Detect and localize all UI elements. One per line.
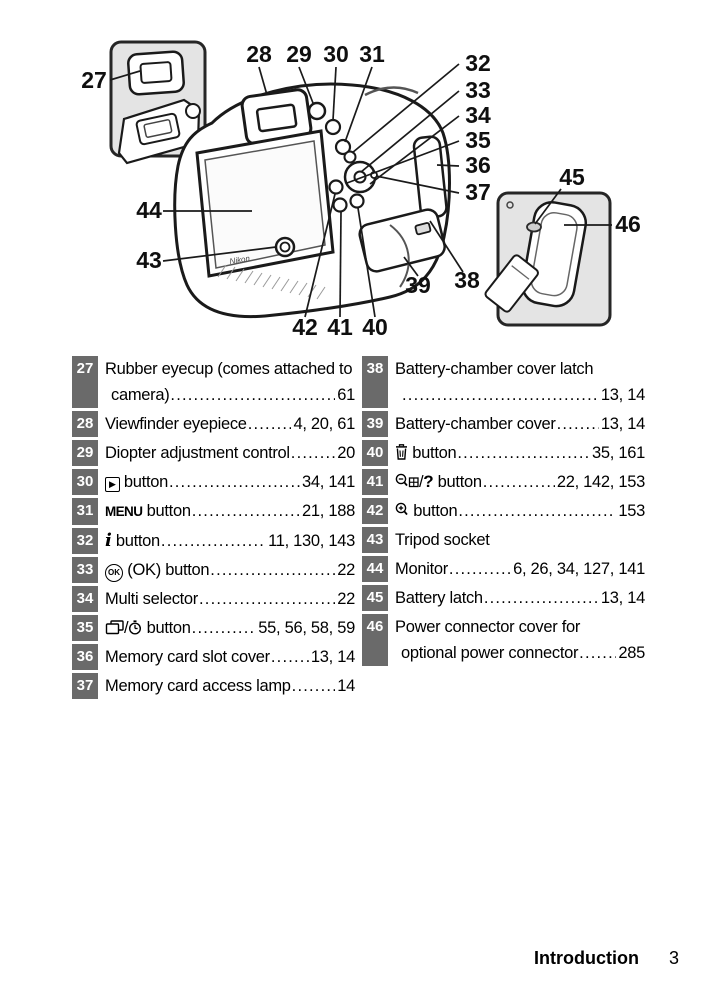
- part-entry-body: [388, 498, 645, 524]
- entry-line: [395, 640, 645, 666]
- entry-text: Battery latch: [395, 589, 483, 607]
- dot-leader: [170, 382, 335, 408]
- entry-line: [395, 411, 645, 437]
- entry-text: button: [119, 473, 168, 491]
- part-entry-35: [72, 615, 355, 641]
- entry-text: Monitor: [395, 560, 448, 578]
- entry-line: [105, 382, 355, 408]
- entry-line: [395, 356, 645, 382]
- zoom-in-button-art: [330, 181, 343, 194]
- page-refs: 6, 26, 34, 127, 141: [513, 560, 645, 578]
- callout-31: 31: [359, 41, 385, 67]
- part-entry-body: [98, 498, 355, 525]
- part-number-badge: 40: [362, 440, 388, 466]
- part-entry-37: [72, 673, 355, 699]
- part-entry-body: [388, 411, 645, 437]
- part-number-badge: 46: [362, 614, 388, 666]
- dot-leader: [557, 411, 599, 437]
- entry-text: Rubber eyecup (comes attached to: [105, 360, 353, 378]
- callout-41: 41: [327, 314, 353, 340]
- camera-rear-diagram: [0, 25, 709, 350]
- page-footer: [534, 948, 679, 969]
- zoom-out-button-art: [334, 199, 347, 212]
- footer-page-number: 3: [668, 948, 679, 968]
- page-refs: 13, 14: [310, 648, 355, 666]
- entry-line: [105, 411, 355, 437]
- callout-40: 40: [362, 314, 388, 340]
- part-entry-body: [98, 528, 355, 554]
- entry-line: [395, 585, 645, 611]
- zoom-in-icon: [395, 498, 409, 524]
- part-entry-27: [72, 356, 355, 408]
- battery-latch-art: [527, 223, 541, 232]
- part-entry-body: [98, 411, 355, 437]
- part-entry-body: [388, 440, 645, 466]
- part-entry-body: [98, 673, 355, 699]
- callout-30: 30: [323, 41, 349, 67]
- page-refs: 4, 20, 61: [293, 415, 355, 433]
- part-entry-body: [388, 556, 645, 582]
- parts-list: [72, 356, 648, 702]
- page-refs: 13, 14: [600, 386, 645, 404]
- page-refs: 21, 188: [302, 502, 355, 520]
- part-number-badge: 41: [362, 469, 388, 495]
- callout-27: 27: [81, 67, 107, 93]
- self-timer-icon: [128, 615, 142, 641]
- dot-leader: [199, 586, 335, 612]
- entry-line: [105, 469, 355, 495]
- callout-43: 43: [136, 247, 162, 273]
- page-refs: 153: [618, 502, 645, 520]
- callout-39: 39: [405, 272, 431, 298]
- page-refs: 61: [337, 386, 355, 404]
- page-refs: 20: [337, 444, 355, 462]
- part-number-badge: 34: [72, 586, 98, 612]
- entry-text: Battery-chamber cover: [395, 415, 556, 433]
- page-refs: 11, 130, 143: [268, 532, 355, 550]
- part-number-badge: 31: [72, 498, 98, 525]
- callout-29: 29: [286, 41, 312, 67]
- part-entry-43: [362, 527, 645, 553]
- part-entry-body: [388, 585, 645, 611]
- entry-text: Memory card slot cover: [105, 648, 270, 666]
- entry-line: [105, 498, 355, 525]
- entry-text: button: [111, 532, 160, 550]
- callout-44: 44: [136, 197, 162, 223]
- part-entry-41: [362, 469, 645, 495]
- playback-button-art: [326, 120, 340, 134]
- entry-line: [395, 498, 645, 524]
- part-number-badge: 37: [72, 673, 98, 699]
- entry-line: [105, 673, 355, 699]
- part-number-badge: 33: [72, 557, 98, 583]
- entry-line: [395, 382, 645, 408]
- entry-line: [395, 440, 645, 466]
- part-number-badge: 44: [362, 556, 388, 582]
- part-entry-34: [72, 586, 355, 612]
- part-number-badge: 39: [362, 411, 388, 437]
- callout-42: 42: [292, 314, 318, 340]
- part-entry-30: [72, 469, 355, 495]
- dot-leader: [484, 585, 599, 611]
- part-number-badge: 29: [72, 440, 98, 466]
- part-entry-40: [362, 440, 645, 466]
- playback-icon: ▶: [105, 477, 120, 492]
- callout-46: 46: [615, 211, 641, 237]
- page-refs: 22, 142, 153: [556, 473, 645, 491]
- help-icon: ?: [423, 472, 434, 491]
- part-entry-29: [72, 440, 355, 466]
- menu-icon: MENU: [105, 504, 143, 519]
- entry-line: [105, 644, 355, 670]
- part-number-badge: 27: [72, 356, 98, 408]
- dot-leader: [402, 382, 599, 408]
- entry-text: Multi selector: [105, 590, 198, 608]
- page-refs: 14: [337, 677, 355, 695]
- page-refs: 13, 14: [600, 415, 645, 433]
- part-entry-body: [388, 356, 645, 408]
- part-number-badge: 43: [362, 527, 388, 553]
- dot-leader: [271, 644, 309, 670]
- part-number-badge: 38: [362, 356, 388, 408]
- callout-45: 45: [559, 164, 585, 190]
- entry-line: [105, 440, 355, 466]
- page-refs: 35, 161: [592, 444, 645, 462]
- part-entry-body: [98, 440, 355, 466]
- part-number-badge: 35: [72, 615, 98, 641]
- part-entry-body: [98, 557, 355, 583]
- callout-33: 33: [465, 77, 491, 103]
- entry-text: Power connector cover for: [395, 618, 581, 636]
- part-number-badge: 28: [72, 411, 98, 437]
- callout-37: 37: [465, 179, 491, 205]
- part-entry-body: [98, 356, 355, 408]
- page-refs: 285: [618, 644, 645, 662]
- dot-leader: [248, 411, 292, 437]
- dot-leader: [161, 528, 266, 554]
- callout-32: 32: [465, 50, 491, 76]
- dot-leader: [449, 556, 511, 582]
- info-button-art: [345, 152, 356, 163]
- delete-button-art: [351, 195, 364, 208]
- entry-text: optional power connector: [401, 644, 579, 662]
- part-entry-33: [72, 557, 355, 583]
- dot-leader: [291, 440, 335, 466]
- entry-line: [395, 469, 645, 495]
- callout-35: 35: [465, 127, 491, 153]
- trash-icon: [395, 440, 408, 466]
- page-refs: 22: [337, 561, 355, 579]
- dot-leader: [210, 557, 335, 583]
- entry-text: /: [419, 473, 424, 491]
- entry-line: [395, 614, 645, 640]
- diopter-control-art: [309, 103, 325, 119]
- part-entry-32: [72, 528, 355, 554]
- part-entry-body: [98, 586, 355, 612]
- entry-line: [105, 528, 355, 554]
- part-entry-body: [388, 614, 645, 666]
- entry-text: button: [142, 619, 191, 637]
- footer-section-title: Introduction: [534, 948, 639, 968]
- dot-leader: [292, 673, 336, 699]
- entry-text: button: [433, 473, 482, 491]
- part-entry-36: [72, 644, 355, 670]
- part-number-badge: 36: [72, 644, 98, 670]
- callout-28: 28: [246, 41, 272, 67]
- page-refs: 55, 56, 58, 59: [258, 619, 355, 637]
- parts-list-column-left: [72, 356, 355, 702]
- ok-icon: OK: [105, 564, 123, 582]
- dot-leader: [579, 640, 616, 666]
- page-refs: 13, 14: [600, 589, 645, 607]
- entry-text: Memory card access lamp: [105, 677, 291, 695]
- entry-text: Tripod socket: [395, 531, 490, 549]
- page-refs: 34, 141: [302, 473, 355, 491]
- part-number-badge: 45: [362, 585, 388, 611]
- entry-text: camera): [111, 386, 170, 404]
- dot-leader: [483, 469, 555, 495]
- battery-inset: [484, 193, 610, 325]
- entry-text: button: [142, 502, 191, 520]
- thumbnail-zoom-out-icon: [395, 469, 419, 495]
- entry-line: [105, 586, 355, 612]
- entry-text: /: [124, 619, 129, 637]
- monitor-logo: Nikon: [228, 253, 251, 266]
- part-entry-body: [388, 527, 645, 553]
- part-entry-body: [98, 644, 355, 670]
- entry-line: [105, 356, 355, 382]
- dot-leader: [458, 498, 616, 524]
- burst-icon: [105, 615, 124, 641]
- part-entry-28: [72, 411, 355, 437]
- part-number-badge: 42: [362, 498, 388, 524]
- entry-text: Viewfinder eyepiece: [105, 415, 247, 433]
- part-entry-46: [362, 614, 645, 666]
- part-entry-45: [362, 585, 645, 611]
- dot-leader: [169, 469, 300, 495]
- entry-text: button: [408, 444, 457, 462]
- part-entry-body: [98, 615, 355, 641]
- callout-38: 38: [454, 267, 480, 293]
- callout-36: 36: [465, 152, 491, 178]
- entry-line: [395, 556, 645, 582]
- callout-34: 34: [465, 102, 491, 128]
- entry-line: [105, 557, 355, 583]
- part-entry-42: [362, 498, 645, 524]
- info-icon: i: [105, 530, 112, 551]
- part-number-badge: 30: [72, 469, 98, 495]
- part-entry-body: [388, 469, 645, 495]
- entry-line: [395, 527, 645, 553]
- part-entry-31: [72, 498, 355, 525]
- entry-text: (OK) button: [123, 561, 210, 579]
- page-refs: 22: [337, 590, 355, 608]
- part-entry-39: [362, 411, 645, 437]
- entry-text: Diopter adjustment control: [105, 444, 290, 462]
- part-entry-body: [98, 469, 355, 495]
- entry-text: button: [409, 502, 458, 520]
- entry-line: [105, 615, 355, 641]
- part-entry-44: [362, 556, 645, 582]
- dot-leader: [192, 498, 300, 524]
- part-entry-38: [362, 356, 645, 408]
- part-number-badge: 32: [72, 528, 98, 554]
- entry-text: Battery-chamber cover latch: [395, 360, 594, 378]
- dot-leader: [192, 615, 257, 641]
- parts-list-column-right: [362, 356, 645, 702]
- dot-leader: [457, 440, 590, 466]
